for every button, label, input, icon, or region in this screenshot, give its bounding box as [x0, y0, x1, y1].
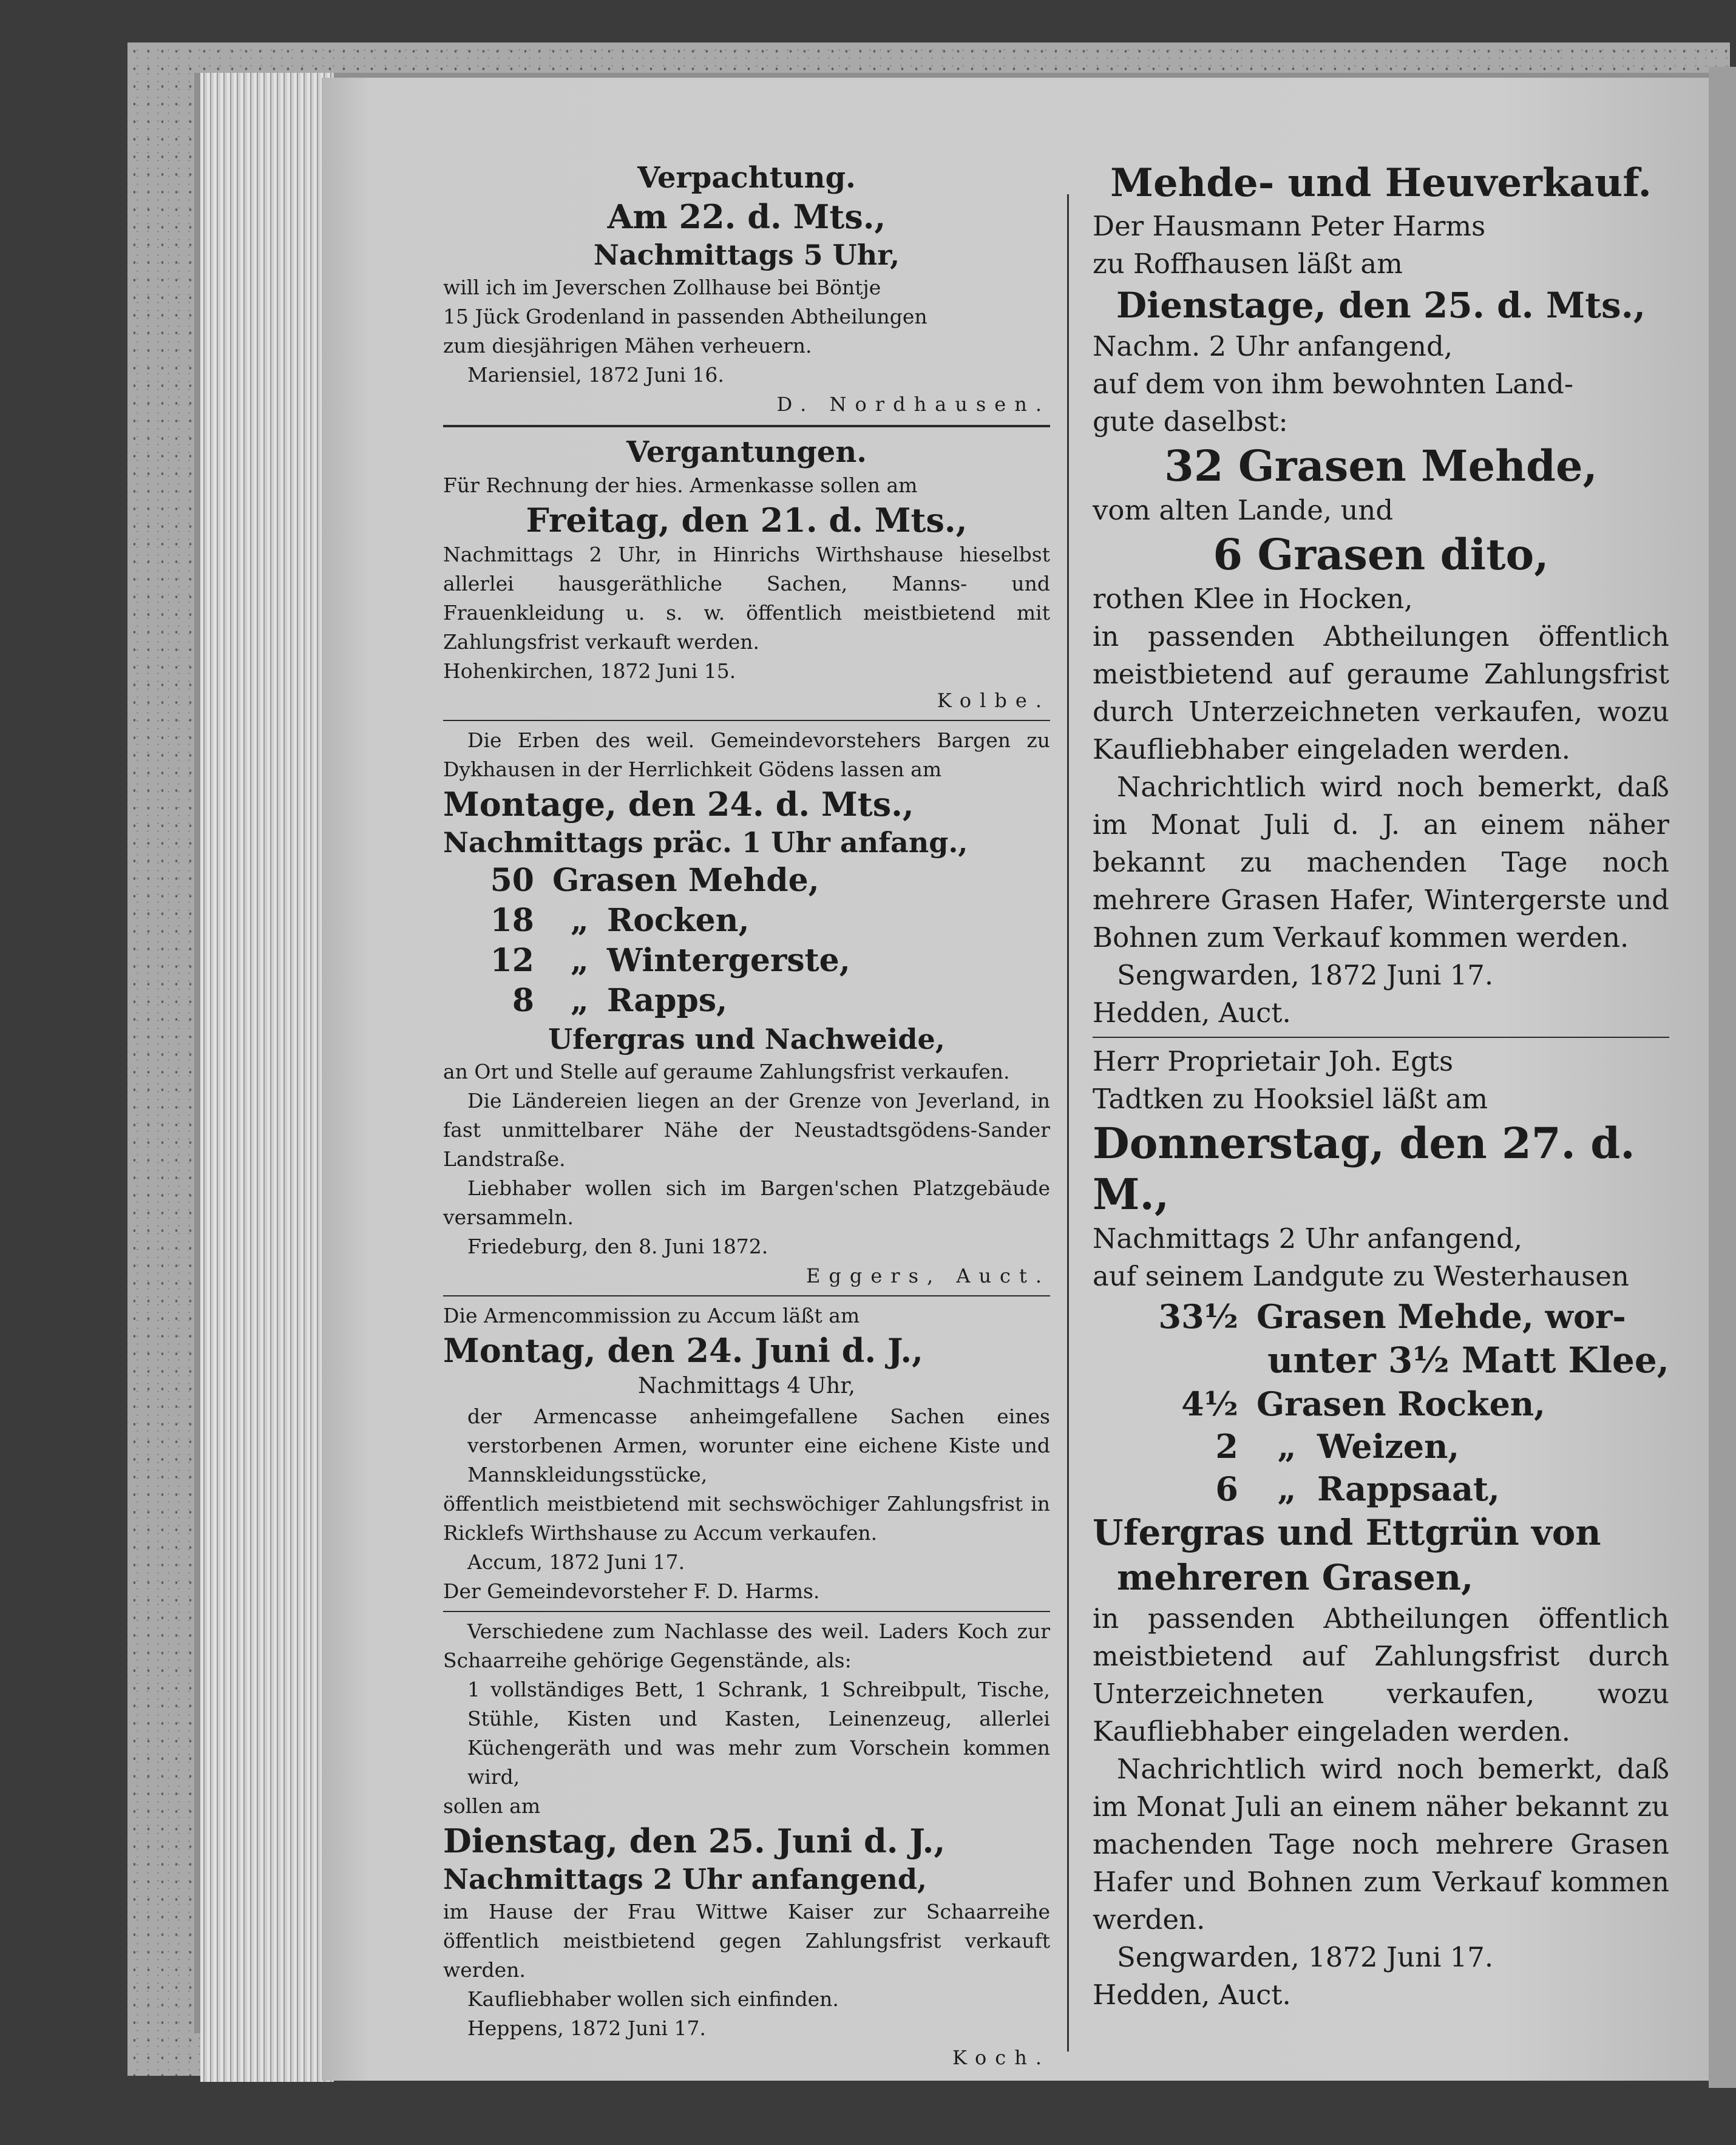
item-name: Grasen Rocken, [1256, 1384, 1545, 1423]
ditto-mark: „ [571, 982, 589, 1019]
item-name: Wintergerste, [607, 942, 850, 979]
item-quantity: 8 [512, 982, 534, 1019]
ad-item-sub: unter 3½ Matt Klee, [1267, 1340, 1669, 1381]
ad-intro: Tadtken zu Hooksiel läßt am [1093, 1083, 1488, 1115]
ad-title: Vergantungen. [626, 435, 867, 469]
ad-time-line: Nachmittags 4 Uhr, [638, 1374, 855, 1398]
list-item [443, 901, 1050, 941]
ad-place-date: Mariensiel, 1872 Juni 16. [467, 363, 724, 387]
ad-intro: Für Rechnung der hies. Armenkasse sollen am [443, 473, 918, 497]
ad-signature: Der Gemeindevorsteher F. D. Harms. [443, 1579, 820, 1603]
ditto-mark: „ [1277, 1469, 1297, 1508]
item-quantity: 12 [490, 942, 534, 979]
ad-body: Nachmittags 2 Uhr, in Hinrichs Wirthshause hieselbst allerlei hausgeräthliche Sachen, Manns- und Frauenkleidung u. s. w. öffentlich meistbietend mit Zahlungsfrist verkauft werden. [443, 543, 1050, 654]
ad-date-line: Montag, den 24. Juni d. J., [443, 1331, 923, 1370]
ad-body: Nachrichtlich wird noch bemerkt, daß im Monat Juli d. J. an einem näher bekannt zu machenden Tage noch mehrere Grasen Hafer, Wintergerste und Bohnen zum Verkauf kommen werden. [1093, 771, 1669, 954]
ad-date-line: Freitag, den 21. d. Mts., [526, 501, 968, 540]
item-quantity: 4½ [1181, 1384, 1238, 1423]
ad-time-line: Nachmittags präc. 1 Uhr anfang., [443, 826, 968, 859]
ad-body: der Armencasse anheimgefallene Sachen eines verstorbenen Armen, worunter eine eichene Kiste und Mannskleidungsstücke, [467, 1405, 1050, 1486]
section-rule [1093, 1037, 1669, 1038]
ad-time-line: Nachmittags 2 Uhr anfangend, [1093, 1222, 1523, 1255]
ad-time-line: Nachm. 2 Uhr anfangend, [1093, 330, 1453, 362]
ad-intro: zu Roffhausen läßt am [1093, 248, 1403, 280]
ad-tadtken [1093, 1043, 1669, 2014]
item-name: Grasen Mehde, wor- [1256, 1297, 1626, 1336]
ad-place: auf dem von ihm bewohnten Land- [1093, 368, 1574, 400]
list-item [1093, 1468, 1669, 1510]
facing-page-edge [1709, 67, 1736, 2088]
item-quantity: 18 [490, 902, 534, 939]
ad-body: Die Ländereien liegen an der Grenze von Jeverland, in fast unmittelbarer Nähe der Neustadtsgödens-Sander Landstraße. [443, 1089, 1050, 1171]
item-quantity: 50 [490, 862, 534, 899]
column-divider [1067, 194, 1069, 2052]
right-column [1093, 159, 1669, 2014]
ad-date-line: Donnerstag, den 27. d. M., [1093, 1118, 1635, 1219]
ditto-mark: „ [571, 902, 589, 939]
ad-time-line: Nachmittags 5 Uhr, [593, 239, 900, 271]
list-item [443, 981, 1050, 1021]
ad-vergantungen [443, 433, 1050, 715]
ad-place: auf seinem Landgute zu Westerhausen [1093, 1260, 1629, 1292]
ad-date-line: Dienstage, den 25. d. Mts., [1116, 285, 1646, 326]
ad-date-line: Am 22. d. Mts., [607, 197, 886, 236]
ad-intro: Der Hausmann Peter Harms [1093, 210, 1486, 242]
ad-bargen [443, 726, 1050, 1290]
ad-place-date: Hohenkirchen, 1872 Juni 15. [443, 659, 736, 683]
item-name: Rappsaat, [1317, 1469, 1500, 1508]
ad-signature: Hedden, Auct. [1093, 1979, 1291, 2011]
item-quantity: 6 [1215, 1469, 1238, 1508]
ad-extra-item: Ufergras und Nachweide, [548, 1023, 945, 1056]
ad-signature: Kolbe. [937, 689, 1050, 712]
ad-body: Liebhaber wollen sich im Bargen'schen Platzgebäude versammeln. [443, 1176, 1050, 1229]
ad-signature: Eggers, Auct. [806, 1264, 1050, 1287]
ad-place-date: Friedeburg, den 8. Juni 1872. [467, 1235, 768, 1258]
ad-body: öffentlich meistbietend mit sechswöchiger Zahlungsfrist in Ricklefs Wirthshause zu Accum verkaufen. [443, 1492, 1050, 1545]
ad-date-line: Dienstag, den 25. Juni d. J., [443, 1821, 946, 1860]
item-name: Rocken, [607, 902, 750, 939]
ad-item-list: 1 vollständiges Bett, 1 Schrank, 1 Schreibpult, Tische, Stühle, Kisten und Kasten, Leinenzeug, allerlei Küchengeräth und was mehr zum Vorschein kommen wird, [467, 1678, 1050, 1789]
ad-place-date: Sengwarden, 1872 Juni 17. [1117, 959, 1494, 991]
ad-extra-item: Ufergras und Ettgrün von [1093, 1512, 1601, 1553]
ad-koch [443, 1617, 1050, 2072]
ad-item: 6 Grasen dito, [1213, 529, 1549, 580]
ad-date-line: Montage, den 24. d. Mts., [443, 785, 914, 824]
ditto-mark: „ [1277, 1427, 1297, 1466]
ad-signature: D. Nordhausen. [776, 393, 1050, 416]
ad-intro: Verschiedene zum Nachlasse des weil. Laders Koch zur Schaarreihe gehörige Gegenstände, als: [443, 1619, 1050, 1672]
item-quantity: 2 [1215, 1427, 1238, 1466]
ad-item-sub: vom alten Lande, und [1093, 494, 1394, 526]
list-item [443, 861, 1050, 901]
ad-body: im Hause der Frau Wittwe Kaiser zur Schaarreihe öffentlich meistbietend gegen Zahlungsfrist verkauft werden. [443, 1900, 1050, 1982]
ad-title: Verpachtung. [637, 161, 856, 195]
ad-place-date: Heppens, 1872 Juni 17. [467, 2016, 706, 2040]
ad-body: Kaufliebhaber wollen sich einfinden. [467, 1987, 839, 2011]
section-rule [443, 720, 1050, 721]
section-rule [443, 1295, 1050, 1296]
ad-extra-item: mehreren Grasen, [1117, 1557, 1474, 1598]
ad-sollen: sollen am [443, 1794, 541, 1818]
ad-title: Mehde- und Heuverkauf. [1110, 160, 1652, 206]
ditto-mark: „ [571, 942, 589, 979]
list-item [443, 941, 1050, 981]
ad-intro: Herr Proprietair Joh. Egts [1093, 1045, 1454, 1077]
ad-place-date: Accum, 1872 Juni 17. [467, 1550, 685, 1574]
ad-intro: Die Armencommission zu Accum läßt am [443, 1304, 860, 1327]
ad-body: in passenden Abtheilungen öffentlich meistbietend auf Zahlungsfrist durch Unterzeichneten verkaufen, wozu Kaufliebhaber eingeladen werden. [1093, 1602, 1669, 1747]
ad-body: Nachrichtlich wird noch bemerkt, daß im Monat Juli an einem näher bekannt zu machenden Tage noch mehrere Grasen Hafer und Bohnen zum Verkauf kommen werden. [1093, 1753, 1669, 1936]
page-edges [200, 73, 334, 2082]
section-rule [443, 1611, 1050, 1612]
list-item [1093, 1295, 1669, 1338]
ad-item-sub: rothen Klee in Hocken, [1093, 583, 1413, 615]
ad-harms [1093, 159, 1669, 1032]
ad-body: an Ort und Stelle auf geraume Zahlungsfrist verkaufen. [443, 1060, 1010, 1083]
ad-place-date: Sengwarden, 1872 Juni 17. [1117, 1941, 1494, 1973]
list-item [1093, 1383, 1669, 1425]
item-name: Weizen, [1317, 1427, 1460, 1466]
item-name: Grasen Mehde, [552, 862, 819, 899]
ad-body-line: will ich im Jeverschen Zollhause bei Böntje [443, 276, 881, 299]
ad-accum [443, 1301, 1050, 1606]
ad-time-line: Nachmittags 2 Uhr anfangend, [443, 1863, 927, 1896]
item-quantity: 33½ [1158, 1297, 1238, 1336]
ad-signature: Koch. [952, 2046, 1050, 2069]
ad-intro: Die Erben des weil. Gemeindevorstehers Bargen zu Dykhausen in der Herrlichkeit Gödens lassen am [443, 728, 1050, 781]
section-rule [443, 425, 1050, 427]
ad-place: gute daselbst: [1093, 405, 1288, 438]
item-name: Rapps, [607, 982, 728, 1019]
ad-body-line: 15 Jück Grodenland in passenden Abtheilungen [443, 305, 927, 328]
ad-signature: Hedden, Auct. [1093, 997, 1291, 1029]
ad-verpachtung [443, 159, 1050, 419]
list-item [1093, 1425, 1669, 1468]
left-column [443, 159, 1050, 2072]
ad-body-line: zum diesjährigen Mähen verheuern. [443, 334, 812, 358]
ad-body: in passenden Abtheilungen öffentlich meistbietend auf geraume Zahlungsfrist durch Unterzeichneten verkaufen, wozu Kaufliebhaber eingeladen werden. [1093, 620, 1669, 765]
ad-item: 32 Grasen Mehde, [1164, 441, 1598, 491]
